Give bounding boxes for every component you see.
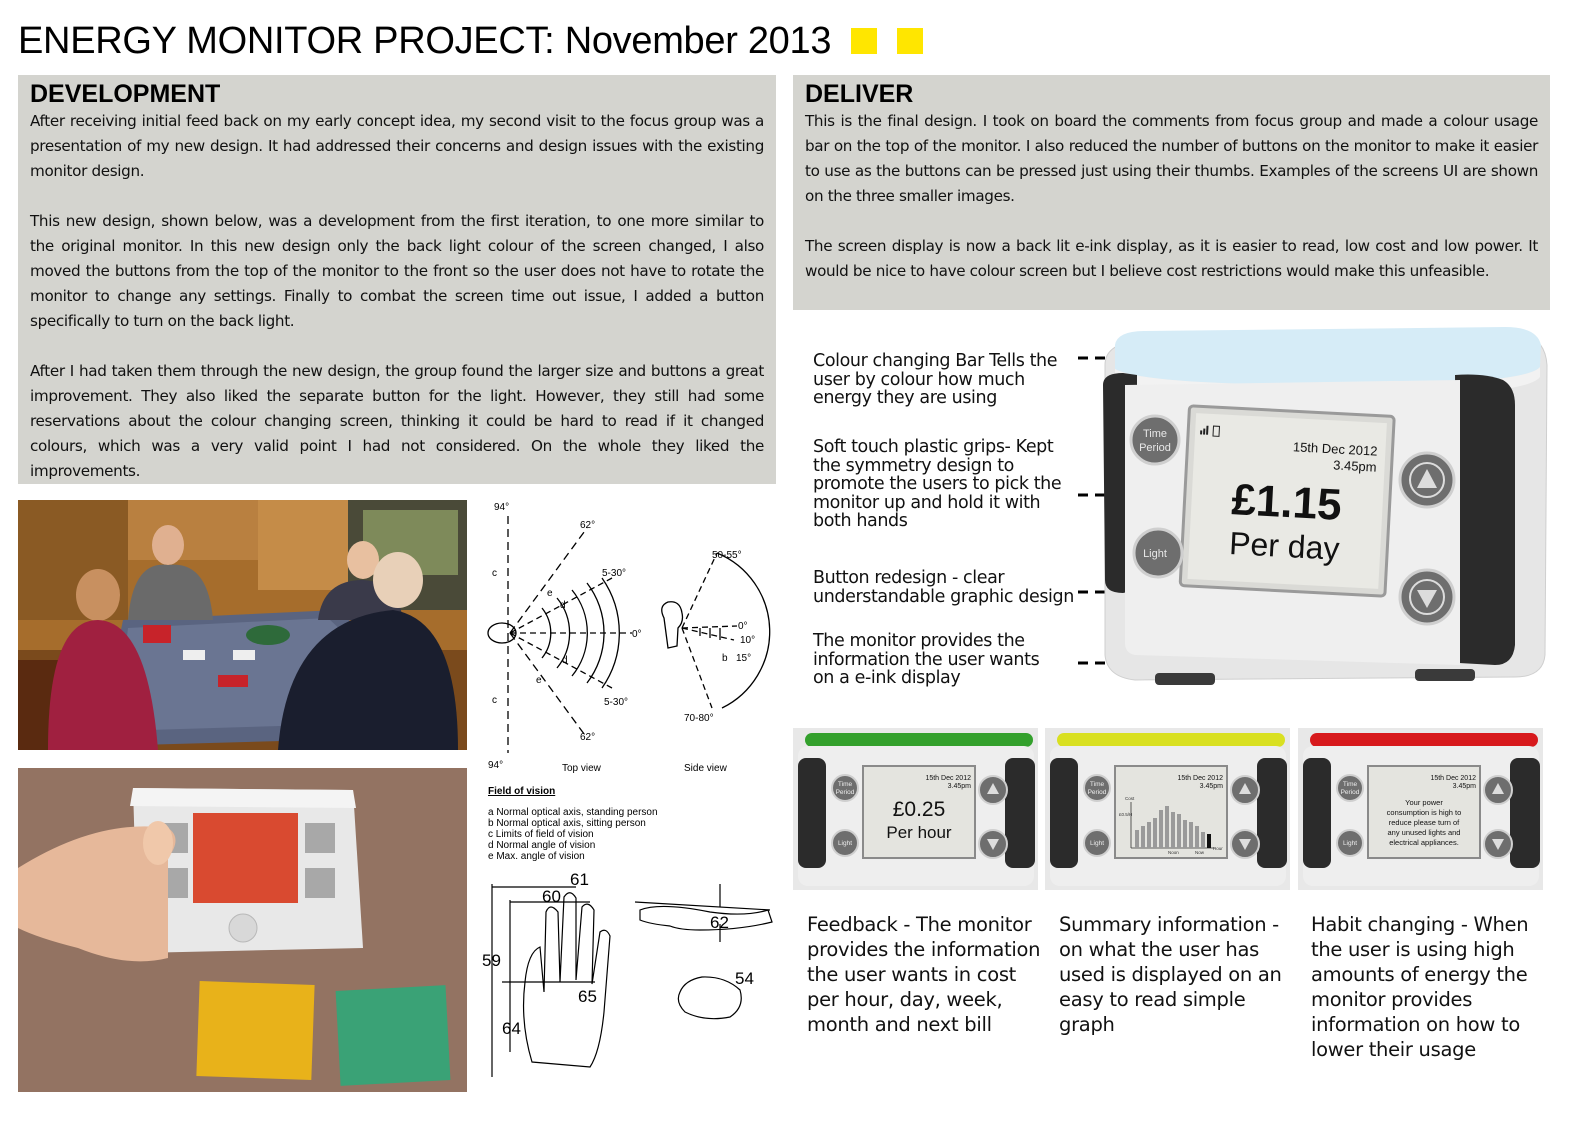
title-bar	[18, 18, 923, 64]
mini-unit: Per hour	[886, 823, 952, 842]
main-unit: Per day	[1228, 525, 1341, 567]
fov-label: c	[492, 695, 497, 706]
time-period-button	[1131, 416, 1179, 464]
fov-label: e	[536, 675, 542, 686]
light-label: Light	[1143, 548, 1167, 560]
fov-label: d	[562, 655, 568, 666]
period-label: Period	[835, 789, 855, 796]
caption-habit: Habit changing - When the user is using high amounts of energy the monitor provides information on how to lower their usage	[1311, 913, 1529, 1061]
hand-dimension: 61	[570, 872, 589, 889]
right-grip	[1455, 375, 1515, 665]
fov-label: 94°	[488, 760, 504, 771]
down-button	[1400, 570, 1454, 624]
development-paragraph: This new design, shown below, was a development from the first iteration, to one more similar to the original monitor. In this new design only the back light colour of the screen changed, I also moved the buttons from the top of the monitor to the front so the user does not have to rotate the monitor to change any settings. Finally to combat the screen time out issue, I added a button specifically to turn on the back light.	[30, 212, 764, 330]
up-button	[1400, 453, 1454, 507]
graph-label-noon: Noon	[1168, 850, 1179, 855]
hand-dimensions-diagram	[480, 872, 780, 1082]
graph-label-hour: Hour	[1213, 846, 1223, 851]
accent-square	[851, 28, 877, 54]
fov-legend-item: c Limits of field of vision	[488, 829, 594, 840]
period-label: Period	[1139, 442, 1171, 454]
light-label: Light	[837, 840, 853, 847]
fov-label: 62°	[580, 732, 596, 743]
mini-monitor-habit	[1298, 728, 1543, 890]
callout-grips: Soft touch plastic grips- Kept the symmetry design to promote the users to pick the monitor up and hold it with both hands	[813, 437, 1062, 531]
field-of-vision-diagram	[472, 498, 784, 873]
fov-label: 5-30°	[602, 568, 627, 579]
fov-label: 10°	[740, 635, 756, 646]
fov-label: 0°	[738, 621, 748, 632]
mini-time: 3.45pm	[1199, 783, 1223, 790]
main-monitor-svg	[1075, 325, 1555, 700]
main-date: 15th Dec 2012	[1292, 439, 1378, 459]
fov-label: 62°	[580, 520, 596, 531]
callout-colour-bar: Colour changing Bar Tells the user by colour how much energy they are using	[813, 351, 1058, 408]
habit-message-line: consumption is high to	[1386, 808, 1462, 817]
main-monitor-render	[1075, 325, 1555, 700]
mini-monitor-summary	[1045, 728, 1290, 890]
mini-date: 15th Dec 2012	[1430, 775, 1476, 782]
time-label: Time	[1142, 428, 1168, 440]
habit-message-line: Your power	[1405, 798, 1443, 807]
mini-date: 15th Dec 2012	[925, 775, 971, 782]
summary-bar	[1201, 832, 1205, 848]
time-label: Time	[1089, 781, 1105, 788]
development-paragraph: After I had taken them through the new design, the group found the larger size and buttons a great improvement. They also liked the separate button for the light. However, they still had some reservations about the colour changing screen, thinking it could be hard to read if it changed colours, which was a very valid point I had not considered. On the whole they liked the improvements.	[30, 362, 764, 480]
summary-bar	[1147, 822, 1151, 848]
caption-feedback: Feedback - The monitor provides the information the user wants in cost per hour, day, week, month and next bill	[807, 913, 1041, 1036]
fov-label: 15°	[736, 653, 752, 664]
habit-message-line: any unused lights and	[1387, 828, 1461, 837]
fov-legend-item: d Normal angle of vision	[488, 840, 596, 851]
fov-label: 0°	[632, 629, 642, 640]
callout-eink: The monitor provides the information the user wants on a e-ink display	[813, 631, 1040, 688]
development-paragraph: After receiving initial feed back on my early concept idea, my second visit to the focus group was a presentation of my new design. It had addressed their concerns and design issues with the existing monitor design.	[30, 112, 764, 180]
summary-bar	[1177, 814, 1181, 848]
fov-label: d	[560, 600, 566, 611]
hand-dimension: 64	[502, 1019, 521, 1038]
hand-dimension: 59	[482, 951, 501, 970]
fov-label: 70-80°	[684, 713, 714, 724]
mini-date: 15th Dec 2012	[1177, 775, 1223, 782]
summary-bar	[1159, 810, 1163, 848]
deliver-paragraph: This is the final design. I took on board the comments from focus group and made a colour usage bar on the top of the monitor. I also reduced the number of buttons on the monitor to make it easier to use as the buttons can be pressed just using their thumbs. Examples of the screens UI are shown on the three smaller images.	[805, 112, 1538, 205]
focus-group-illustration	[18, 500, 467, 750]
summary-bar	[1135, 830, 1139, 848]
accent-square	[897, 28, 923, 54]
summary-bar	[1165, 806, 1169, 848]
time-label: Time	[837, 781, 853, 788]
light-label: Light	[1342, 840, 1358, 847]
fov-label: b	[722, 653, 728, 664]
mini-monitor-svg	[1298, 728, 1543, 890]
mini-monitor-svg	[793, 728, 1038, 890]
fov-legend-item: a Normal optical axis, standing person	[488, 807, 658, 818]
summary-bar	[1207, 834, 1211, 848]
hand-dimension: 54	[735, 969, 754, 988]
fov-label: 94°	[494, 502, 510, 513]
graph-label-cost: Cost	[1125, 796, 1135, 801]
focus-group-photo	[18, 500, 467, 750]
period-label: Period	[1087, 789, 1107, 796]
fov-label: 50-55°	[712, 550, 742, 561]
colour-usage-bar	[805, 733, 1033, 747]
fov-label: e	[547, 588, 553, 599]
habit-message-line: reduce please turn of	[1388, 818, 1460, 827]
hand-dimensions-svg	[480, 872, 780, 1082]
development-panel	[18, 75, 776, 484]
mini-value: £0.25	[892, 798, 946, 821]
mini-monitor-feedback	[793, 728, 1038, 890]
mini-time: 3.45pm	[1452, 783, 1476, 790]
fov-label: 5-30°	[604, 697, 629, 708]
summary-bar	[1153, 818, 1157, 848]
summary-bar	[1171, 812, 1175, 848]
colour-usage-bar	[1310, 733, 1538, 747]
fov-view-label: Top view	[562, 763, 601, 774]
prototype-model-photo	[18, 768, 467, 1092]
summary-bar	[1189, 822, 1193, 848]
summary-bar	[1183, 820, 1187, 848]
deliver-paragraph: The screen display is now a back lit e-ink display, as it is easier to read, low cost and low power. It would be nice to have colour screen but I believe cost restrictions would make this unfeasible.	[805, 237, 1538, 280]
mini-time: 3.45pm	[947, 783, 971, 790]
light-button	[1134, 529, 1182, 577]
mini-monitor-svg	[1045, 728, 1290, 890]
habit-message-line: electrical appliances.	[1389, 838, 1459, 847]
development-heading: DEVELOPMENT	[30, 80, 221, 108]
hand-dimension: 60	[542, 887, 561, 906]
callout-buttons: Button redesign - clear understandable graphic design	[813, 568, 1074, 607]
fov-view-label: Side view	[684, 763, 727, 774]
period-label: Period	[1340, 789, 1360, 796]
time-label: Time	[1342, 781, 1358, 788]
deliver-panel	[793, 75, 1550, 310]
fov-legend-item: b Normal optical axis, sitting person	[488, 818, 646, 829]
summary-bar	[1141, 826, 1145, 848]
fov-legend-item: e Max. angle of vision	[488, 851, 585, 862]
hand-dimension: 62	[710, 913, 729, 932]
hand-dimension: 65	[578, 987, 597, 1006]
deliver-heading: DELIVER	[805, 80, 914, 108]
prototype-illustration	[18, 768, 467, 1092]
summary-bar	[1195, 826, 1199, 848]
field-of-vision-svg	[472, 498, 784, 873]
graph-label-now: Now	[1195, 850, 1205, 855]
caption-summary: Summary information - on what the user has used is displayed on an easy to read simple graph	[1059, 913, 1282, 1036]
main-value: £1.15	[1230, 475, 1343, 530]
graph-label-value: £0.5/H	[1119, 812, 1133, 817]
main-time: 3.45pm	[1332, 457, 1377, 475]
light-label: Light	[1089, 840, 1105, 847]
page-title: ENERGY MONITOR PROJECT: November 2013	[18, 19, 832, 62]
fov-label: c	[492, 568, 497, 579]
fov-legend-title: Field of vision	[488, 786, 556, 797]
colour-usage-bar	[1057, 733, 1285, 747]
